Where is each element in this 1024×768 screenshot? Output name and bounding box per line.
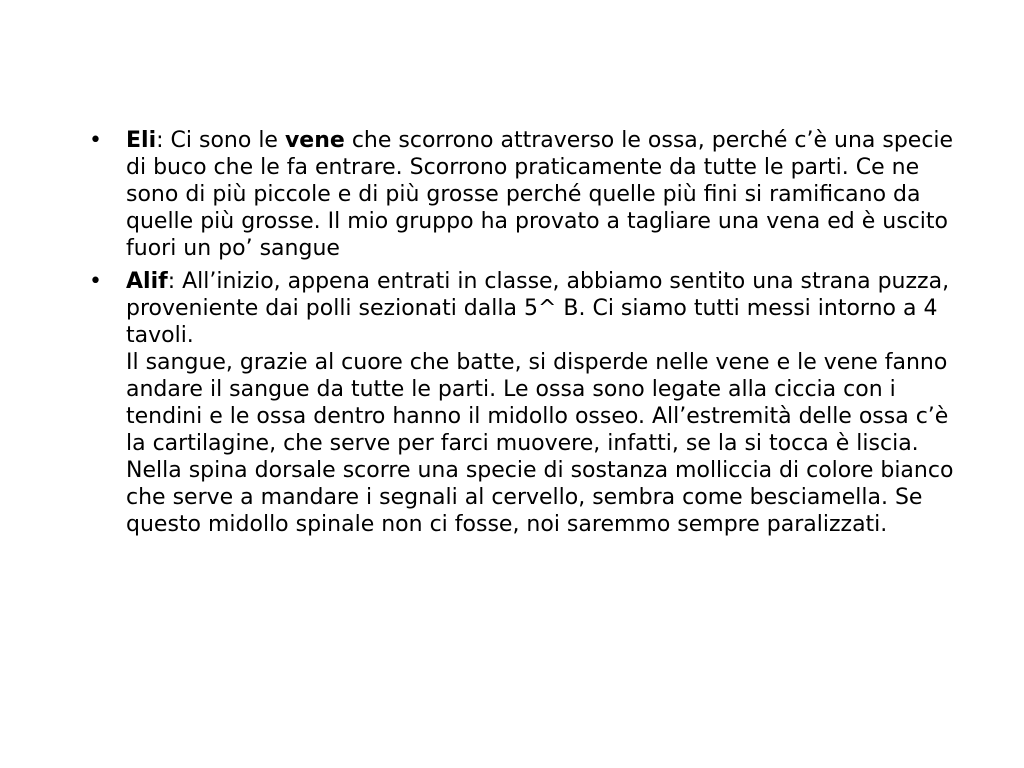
name-separator: : <box>156 128 171 153</box>
name-separator: : <box>167 269 183 294</box>
bullet-icon: • <box>89 128 102 153</box>
bullet-text: All’inizio, appena entrati in classe, abbiamo sentito una strana puzza, proveniente dai polli sezionati dalla 5^ B. Ci siamo tutti messi intorno a 4 tavoli. <box>126 269 950 348</box>
bullet-item-eli <box>86 127 956 262</box>
keyword: vene <box>284 128 345 153</box>
bullet-text-paragraph: Il sangue, grazie al cuore che batte, si disperde nelle vene e le vene fanno andare il sangue da tutte le parti. Le ossa sono legate alla ciccia con i tendini e le ossa dentro hanno il midollo osseo. All’estremità delle ossa c’è la cartilagine, che serve per farci muovere, infatti, se la si tocca è liscia. Nella spina dorsale scorre una specie di sostanza molliccia di colore bianco che serve a mandare i segnali al cervello, sembra come besciamella. Se questo midollo spinale non ci fosse, noi saremmo sempre paralizzati. <box>126 350 954 537</box>
speaker-name: Alif <box>126 269 168 294</box>
bullet-item-alif <box>86 268 956 538</box>
speaker-name: Eli <box>126 128 157 153</box>
bullet-list <box>86 127 956 544</box>
bullet-text: che scorrono attraverso le ossa, perché c’è una specie di buco che le fa entrare. Scorrono praticamente da tutte le parti. Ce ne sono di più piccole e di più grosse perché quelle più fini si ramificano da quelle più grosse. Il mio gruppo ha provato a tagliare una vena ed è uscito fuori un po’ sangue <box>126 128 954 261</box>
bullet-text-intro: Ci sono le <box>170 128 285 153</box>
bullet-icon: • <box>89 269 102 294</box>
